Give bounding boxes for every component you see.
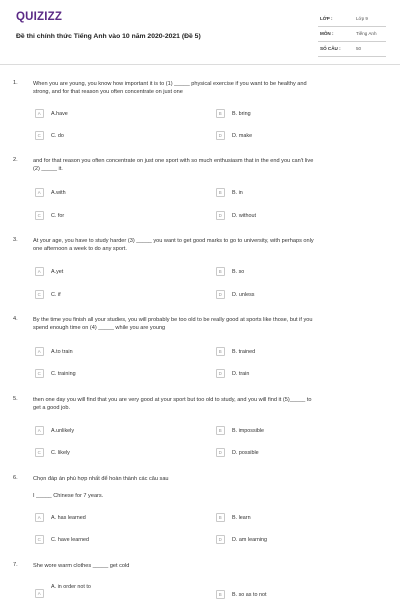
question-line: Chọn đáp án phù hợp nhất để hoàn thành các câu sau xyxy=(33,476,169,482)
option-letter-box: B xyxy=(216,267,225,276)
question-line: She wore warm clothes _____ get cold xyxy=(33,563,130,569)
question-number: 6. xyxy=(13,475,18,481)
option-text: D. unless xyxy=(232,291,255,298)
option-text: B. in xyxy=(232,189,243,196)
option-text: C. likely xyxy=(51,449,70,456)
question-text xyxy=(33,316,385,332)
option-letter-box: D xyxy=(216,131,225,140)
option-letter-box: B xyxy=(216,347,225,356)
option-text: D. without xyxy=(232,212,256,219)
option-letter-box: D xyxy=(216,535,225,544)
option-letter-box: B xyxy=(216,590,225,599)
option-letter-box: A xyxy=(35,109,44,118)
option-letter-box: D xyxy=(216,290,225,299)
option-text: A.to train xyxy=(51,348,73,355)
question-text xyxy=(33,475,385,500)
header-divider xyxy=(0,64,400,65)
option-text: B. so xyxy=(232,268,245,275)
option-text: B. trained xyxy=(232,348,256,355)
option-text: A. in order not to xyxy=(51,583,91,590)
option-text: C. do xyxy=(51,132,64,139)
question-number: 4. xyxy=(13,316,18,322)
option-text: D. make xyxy=(232,132,253,139)
option-letter-box: C xyxy=(35,535,44,544)
option-letter-box: A xyxy=(35,426,44,435)
option-letter-box: A xyxy=(35,188,44,197)
question-number: 1. xyxy=(13,80,18,86)
meta-value: 50 xyxy=(356,46,362,51)
option-text: C. have learned xyxy=(51,536,90,543)
option-text: B. bring xyxy=(232,110,251,117)
option-letter-box: D xyxy=(216,369,225,378)
question-line: When you are young, you know how important it is to (1) _____ physical exercise if you want to be healthy and xyxy=(33,81,307,87)
option-letter-box: C xyxy=(35,290,44,299)
question-line: and for that reason you often concentrate on just one sport with so much enthusiasm that in the end you can't live xyxy=(33,158,314,164)
option-letter-box: C xyxy=(35,131,44,140)
question-text xyxy=(33,396,385,412)
option-text: B. learn xyxy=(232,514,251,521)
option-letter-box: A xyxy=(35,513,44,522)
question-line: At your age, you have to study harder (3) _____ you want to get good marks to go to university, with perhaps only xyxy=(33,238,314,244)
option-text: D. possible xyxy=(232,449,259,456)
meta-label: LỚP : xyxy=(320,16,333,21)
option-letter-box: B xyxy=(216,109,225,118)
option-letter-box: A xyxy=(35,267,44,276)
option-text: D. train xyxy=(232,370,250,377)
option-letter-box: C xyxy=(35,211,44,220)
option-text: C. training xyxy=(51,370,76,377)
option-text: A.with xyxy=(51,189,66,196)
meta-divider xyxy=(318,26,386,27)
option-text: D. am learning xyxy=(232,536,268,543)
meta-value: Tiếng Anh xyxy=(356,31,377,36)
option-text: A.yet xyxy=(51,268,64,275)
option-letter-box: B xyxy=(216,513,225,522)
question-text xyxy=(33,562,385,570)
option-letter-box: D xyxy=(216,448,225,457)
option-text: B. so as to not xyxy=(232,591,267,598)
option-text: A.unlikely xyxy=(51,427,75,434)
option-text: C. for xyxy=(51,212,65,219)
meta-divider xyxy=(318,41,386,42)
option-letter-box: C xyxy=(35,369,44,378)
question-line: I _____ Chinese for 7 years. xyxy=(33,493,104,500)
option-letter-box: B xyxy=(216,426,225,435)
question-line: By the time you finish all your studies, you will probably be too old to be really good at sports like those, but if you xyxy=(33,317,313,323)
page-title: Đề thi chính thức Tiếng Anh vào 10 năm 2020-2021 (Đề 5) xyxy=(16,33,201,40)
header xyxy=(0,0,400,64)
option-letter-box: C xyxy=(35,448,44,457)
option-letter-box: A xyxy=(35,347,44,356)
question-number: 2. xyxy=(13,157,18,163)
meta-label: SỐ CÂU : xyxy=(320,46,341,51)
question-text xyxy=(33,80,385,96)
question-number: 7. xyxy=(13,562,18,568)
question-line: one afternoon a week to do any sport. xyxy=(33,246,127,253)
question-line: spend enough time on (4) _____ while you are young xyxy=(33,325,166,332)
option-text: B. impossible xyxy=(232,427,265,434)
question-text xyxy=(33,157,385,173)
question-line: strong, and for that reason you often concentrate on just one xyxy=(33,89,183,96)
option-letter-box: A xyxy=(35,589,44,598)
option-text: C. if xyxy=(51,291,61,298)
question-line: (2) _____ it. xyxy=(33,166,63,173)
question-line: then one day you will find that you are very good at your sport but too old to study, and you will find it (5)_____ to xyxy=(33,397,312,403)
question-line: get a good job. xyxy=(33,405,71,412)
meta-value: Lớp 9 xyxy=(356,16,368,21)
option-letter-box: B xyxy=(216,188,225,197)
option-text: A. has learned xyxy=(51,514,86,521)
option-letter-box: D xyxy=(216,211,225,220)
quizizz-logo: QUIZIZZ xyxy=(16,11,63,23)
option-text: A.have xyxy=(51,110,68,117)
question-number: 3. xyxy=(13,237,18,243)
meta-divider xyxy=(318,56,386,57)
meta-label: MÔN : xyxy=(320,31,334,36)
question-number: 5. xyxy=(13,396,18,402)
question-text xyxy=(33,237,385,253)
